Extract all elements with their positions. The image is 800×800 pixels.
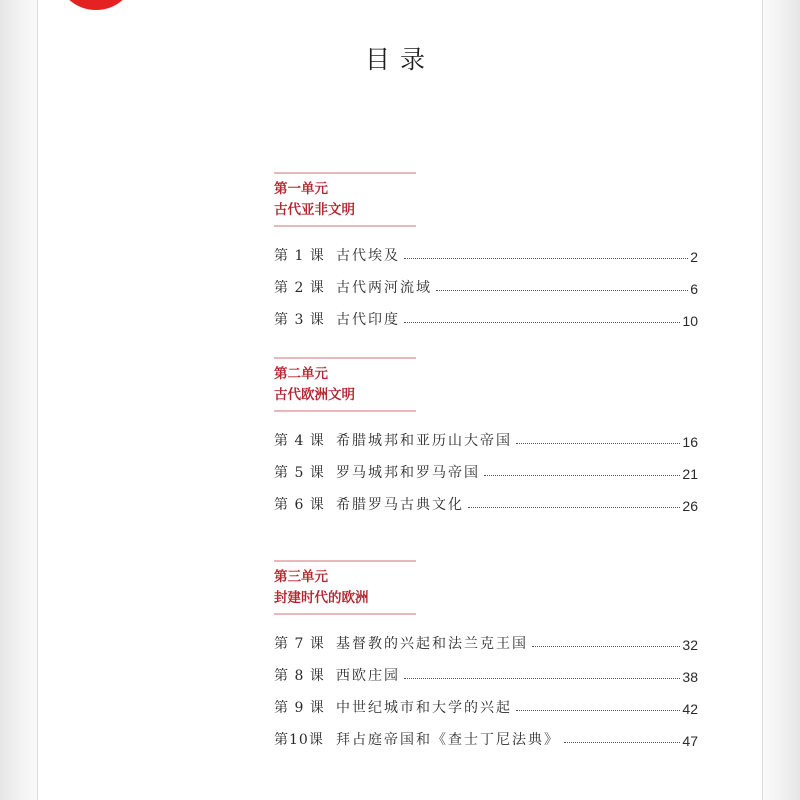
lesson-entry[interactable] xyxy=(274,418,698,450)
page-shadow-right xyxy=(762,0,800,800)
page-number: 10 xyxy=(682,313,698,329)
page-edge-left xyxy=(37,0,38,800)
lesson-title: 希腊城邦和亚历山大帝国 xyxy=(336,433,512,449)
lesson-number: 第 5 课 xyxy=(274,465,325,481)
dot-leader xyxy=(404,322,680,323)
page-number: 21 xyxy=(682,466,698,482)
unit-number: 第三单元 xyxy=(274,569,328,585)
unit-top-rule xyxy=(274,172,416,174)
unit-number: 第二单元 xyxy=(274,366,328,382)
page-number: 6 xyxy=(690,281,698,297)
lesson-entry[interactable] xyxy=(274,297,698,329)
lesson-entry[interactable] xyxy=(274,233,698,265)
lesson-list xyxy=(274,621,698,749)
dot-leader xyxy=(484,475,680,476)
lesson-title: 希腊罗马古典文化 xyxy=(336,497,464,513)
lesson-entry[interactable] xyxy=(274,653,698,685)
table-of-contents xyxy=(274,172,698,749)
lesson-entry[interactable] xyxy=(274,717,698,749)
dot-leader xyxy=(516,443,680,444)
dot-leader xyxy=(468,507,680,508)
page-number: 26 xyxy=(682,498,698,514)
lesson-entry[interactable] xyxy=(274,482,698,514)
lesson-number: 第 9 课 xyxy=(274,700,325,716)
lesson-title: 西欧庄园 xyxy=(336,668,400,684)
lesson-entry[interactable] xyxy=(274,685,698,717)
unit-top-rule xyxy=(274,560,416,562)
page-title: 目录 xyxy=(364,45,435,74)
unit-top-rule xyxy=(274,357,416,359)
unit-bottom-rule xyxy=(274,613,416,615)
dot-leader xyxy=(564,742,680,743)
lesson-number: 第 6 课 xyxy=(274,497,325,513)
page-number: 47 xyxy=(682,733,698,749)
lesson-number: 第10课 xyxy=(274,732,324,748)
unit-bottom-rule xyxy=(274,225,416,227)
unit-header xyxy=(274,560,698,615)
page-number: 2 xyxy=(690,249,698,265)
page-number: 42 xyxy=(682,701,698,717)
unit-bottom-rule xyxy=(274,410,416,412)
unit-name: 古代亚非文明 xyxy=(274,202,355,218)
lesson-entry[interactable] xyxy=(274,265,698,297)
lesson-title: 中世纪城市和大学的兴起 xyxy=(336,700,512,716)
lesson-title: 古代印度 xyxy=(336,312,400,328)
red-badge xyxy=(58,0,134,10)
page-number: 16 xyxy=(682,434,698,450)
dot-leader xyxy=(436,290,688,291)
unit-name: 古代欧洲文明 xyxy=(274,387,355,403)
dot-leader xyxy=(516,710,680,711)
lesson-title: 罗马城邦和罗马帝国 xyxy=(336,465,480,481)
lesson-number: 第 7 课 xyxy=(274,636,325,652)
dot-leader xyxy=(404,258,688,259)
lesson-title: 拜占庭帝国和《查士丁尼法典》 xyxy=(336,732,560,748)
lesson-number: 第 3 课 xyxy=(274,312,325,328)
unit-header xyxy=(274,172,698,227)
lesson-number: 第 8 课 xyxy=(274,668,325,684)
lesson-entry[interactable] xyxy=(274,450,698,482)
unit-header xyxy=(274,357,698,412)
lesson-title: 古代埃及 xyxy=(336,248,400,264)
lesson-title: 古代两河流域 xyxy=(336,280,432,296)
page-shadow-left xyxy=(0,0,38,800)
lesson-number: 第 1 课 xyxy=(274,248,325,264)
lesson-entry[interactable] xyxy=(274,621,698,653)
page-number: 32 xyxy=(682,637,698,653)
lesson-number: 第 2 课 xyxy=(274,280,325,296)
unit-number: 第一单元 xyxy=(274,181,328,197)
page-edge-right xyxy=(762,0,763,800)
dot-leader xyxy=(532,646,680,647)
lesson-list xyxy=(274,418,698,514)
lesson-number: 第 4 课 xyxy=(274,433,325,449)
page-number: 38 xyxy=(682,669,698,685)
spacer xyxy=(274,329,698,357)
lesson-list xyxy=(274,233,698,329)
unit-name: 封建时代的欧洲 xyxy=(274,590,369,606)
spacer xyxy=(274,514,698,560)
lesson-title: 基督教的兴起和法兰克王国 xyxy=(336,636,528,652)
dot-leader xyxy=(404,678,680,679)
